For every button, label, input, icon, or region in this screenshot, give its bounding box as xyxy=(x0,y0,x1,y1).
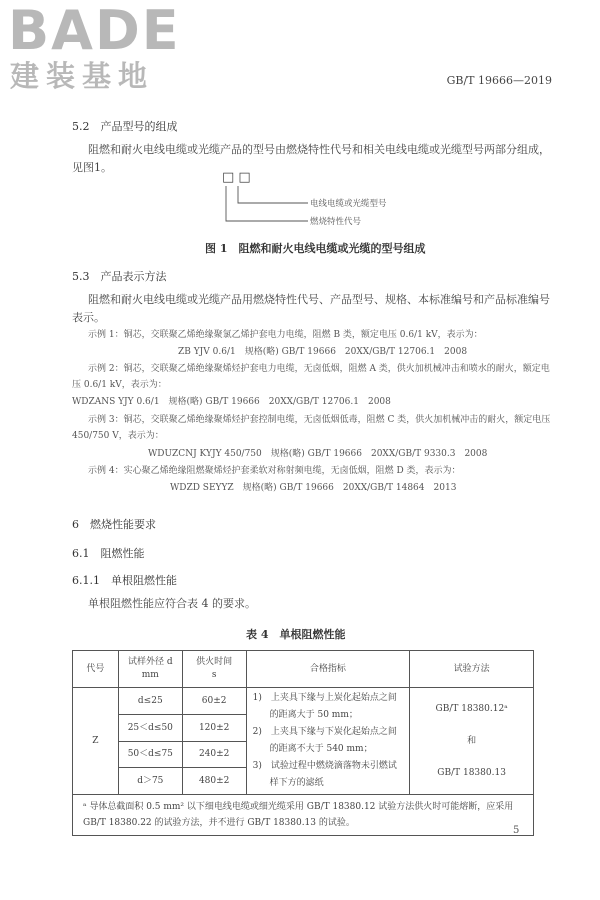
diameter-cell: 50＜d≤75 xyxy=(118,741,182,768)
diameter-cell: d＞75 xyxy=(118,768,182,795)
example1-line1: 示例 1：铜芯，交联聚乙烯绝缘聚氯乙烯护套电力电缆，阻燃 B 类，额定电压 0.6/1 kV，表示为： xyxy=(88,330,483,340)
logo-brand: BADE xyxy=(8,0,181,62)
time-cell: 120±2 xyxy=(182,714,246,741)
header-diameter: 试样外径 d mm xyxy=(118,651,182,688)
figure1-line-model xyxy=(238,186,308,203)
header-criteria: 合格指标 xyxy=(246,651,410,688)
time-cell: 60±2 xyxy=(182,688,246,715)
table-row xyxy=(73,688,534,715)
section-5-2-para-line1: 阻燃和耐火电线电缆或光缆产品的型号由燃烧特性代号和相关电线电缆或光缆型号两部分组成， xyxy=(88,143,550,156)
figure1-label-code: 燃烧特性代号 xyxy=(310,217,362,227)
example4-line1: 示例 4：实心聚乙烯绝缘阻燃聚烯烃护套柔软对称射频电缆，无卤低烟，阻燃 D 类，表示为： xyxy=(88,466,461,476)
figure1-boxes: □ □ xyxy=(222,170,251,185)
method-2: GB/T 18380.13 xyxy=(437,768,506,778)
criteria-item-cont: 的距离大于 50 mm； xyxy=(269,710,358,720)
criteria-item-cont: 的距离不大于 540 mm； xyxy=(269,744,373,754)
example1-code: ZB YJV 0.6/1 规格(略) GB/T 19666 20XX/GB/T 12706.1 2008 xyxy=(178,347,468,357)
section-5-3-para-line1: 阻燃和耐火电线电缆或光缆产品用燃烧特性代号、产品型号、规格、本标准编号和产品标准编号 xyxy=(88,293,550,306)
table4-note: ᵃ 导体总截面积 0.5 mm² 以下细电线电缆或细光缆采用 GB/T 18380.12 试验方法供火时可能熔断，应采用 GB/T 18380.22 的试验方法，并不进行 GB/T 18380.13 的试验。 xyxy=(73,795,534,836)
table4-note-row xyxy=(73,795,534,836)
example2-code: WDZANS YJY 0.6/1 规格(略) GB/T 19666 20XX/GB/T 12706.1 2008 xyxy=(72,397,391,407)
section-6-1-1-para: 单根阻燃性能应符合表 4 的要求。 xyxy=(88,597,256,610)
criteria-item-cont: 样下方的滤纸 xyxy=(269,778,324,788)
diameter-cell: 25＜d≤50 xyxy=(118,714,182,741)
table4-caption: 表 4 单根阻燃性能 xyxy=(246,628,346,641)
criteria-item: 1) 上夹具下缘与上炭化起始点之间 xyxy=(252,693,397,703)
figure1-label-model: 电线电缆或光缆型号 xyxy=(310,199,387,209)
method-and: 和 xyxy=(467,736,477,746)
header-code: 代号 xyxy=(73,651,119,688)
section-5-2-para-line2: 见图1。 xyxy=(72,161,112,174)
criteria-item: 3) 试验过程中燃烧滴落物未引燃试 xyxy=(252,761,397,771)
method-cell xyxy=(410,688,534,795)
section-5-3-heading: 5.3 产品表示方法 xyxy=(72,270,167,283)
standard-number: GB/T 19666—2019 xyxy=(446,74,552,87)
time-cell: 240±2 xyxy=(182,741,246,768)
example3-line2: 450/750 V，表示为： xyxy=(72,431,164,441)
example4-code: WDZD SEYYZ 规格(略) GB/T 19666 20XX/GB/T 14864 2013 xyxy=(170,483,457,493)
section-6-1-heading: 6.1 阻燃性能 xyxy=(72,547,145,560)
figure1-lines xyxy=(222,186,312,230)
diameter-cell: d≤25 xyxy=(118,688,182,715)
header-method: 试验方法 xyxy=(410,651,534,688)
example3-code: WDUZCNJ KYJY 450/750 规格(略) GB/T 19666 20XX/GB/T 9330.3 2008 xyxy=(148,449,488,459)
section-5-3-para-line2: 表示。 xyxy=(72,311,105,324)
page-number: 5 xyxy=(513,825,520,836)
section-6-1-1-heading: 6.1.1 单根阻燃性能 xyxy=(72,574,177,587)
table4-header-row xyxy=(73,651,534,688)
example2-line2: 压 0.6/1 kV，表示为： xyxy=(72,380,167,390)
criteria-item: 2) 上夹具下缘与下炭化起始点之间 xyxy=(252,727,397,737)
code-cell: Z xyxy=(73,688,119,795)
time-cell: 480±2 xyxy=(182,768,246,795)
table4 xyxy=(72,650,534,836)
section-6-heading: 6 燃烧性能要求 xyxy=(72,518,156,531)
section-5-2-heading: 5.2 产品型号的组成 xyxy=(72,120,178,133)
criteria-cell xyxy=(246,688,410,795)
example2-line1: 示例 2：铜芯，交联聚乙烯绝缘聚烯烃护套电力电缆，无卤低烟，阻燃 A 类，供火加机械冲击和喷水的耐火，额定电 xyxy=(88,364,550,374)
figure1-caption: 图 1 阻燃和耐火电线电缆或光缆的型号组成 xyxy=(205,242,426,255)
header-time: 供火时间 s xyxy=(182,651,246,688)
example3-line1: 示例 3：铜芯，交联聚乙烯绝缘聚烯烃护套控制电缆，无卤低烟低毒，阻燃 C 类，供火加机械冲击的耐火，额定电压 xyxy=(88,415,551,425)
logo-subtitle: 建装基地 xyxy=(10,59,155,93)
method-1: GB/T 18380.12ᵃ xyxy=(435,704,508,714)
